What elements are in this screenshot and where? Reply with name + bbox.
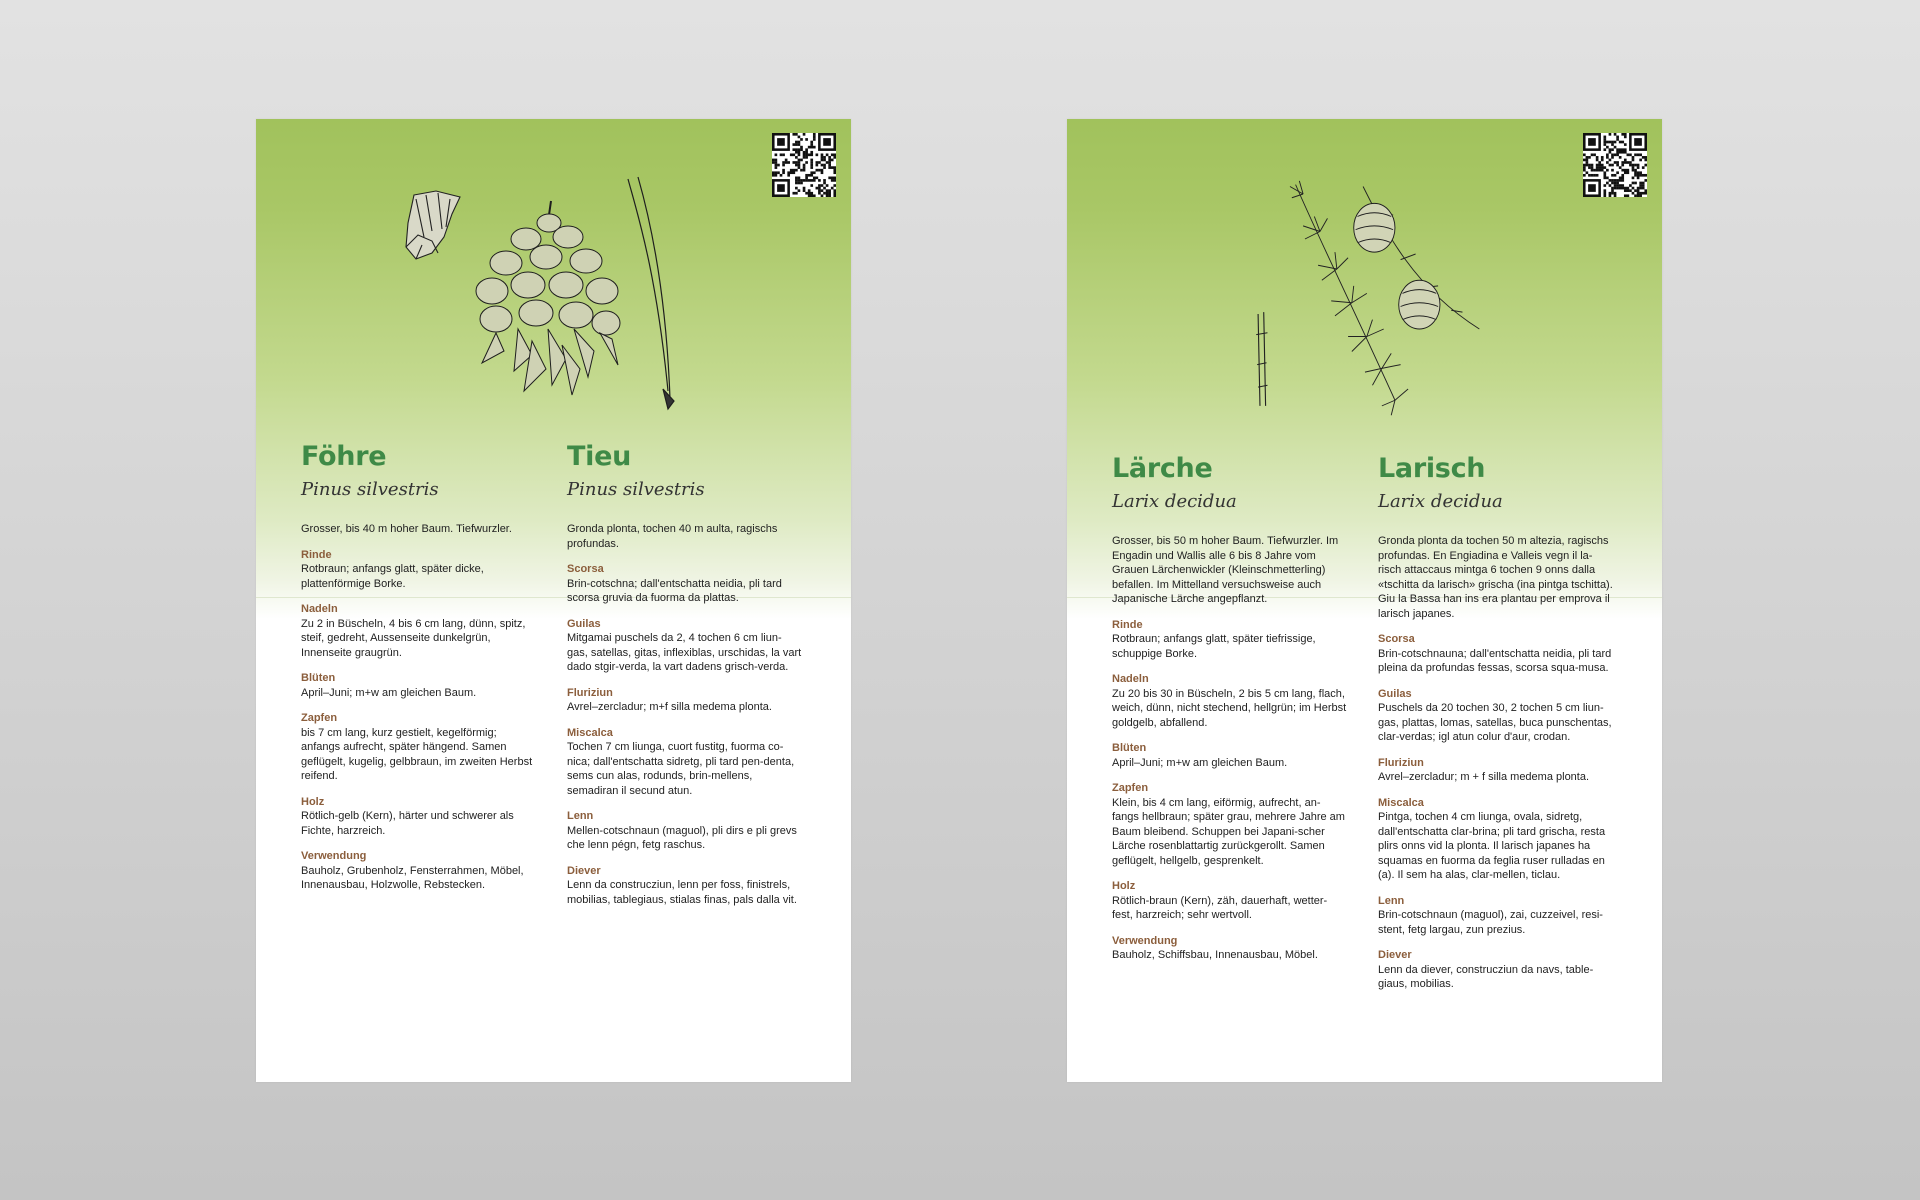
section-holz [1112, 879, 1347, 923]
section-title: Diever [567, 864, 601, 877]
section-zapfen [301, 711, 536, 784]
section-title: Fluriziun [1378, 756, 1424, 769]
section-text: Rötlich-braun (Kern), zäh, dauerhaft, wetter-fest, harzreich; sehr wertvoll. [1112, 894, 1328, 921]
section-title: Rinde [301, 548, 332, 561]
section-title: Lenn [567, 810, 594, 822]
section-text: Zu 20 bis 30 in Büscheln, 2 bis 5 cm lang, flach, weich, dünn, nicht stechend, hellgrün; im Herbst goldgelb, abfallend. [1112, 687, 1347, 729]
intro-text: Grosser, bis 50 m hoher Baum. Tiefwurzler. Im Engadin und Wallis alle 6 bis 8 Jahre vom Grauen Lärchenwickler (Kleinschmetterling) befallen. Im Mittelland versuchsweise auch Japanische Lärche angepflanzt. [1112, 535, 1339, 605]
larch-cone-icon [1354, 203, 1440, 329]
section-text: Tochen 7 cm liunga, cuort fustitg, fuorma co-nica; dall'entschatta sidretg, pli tard pen-denta, sems cun alas, rodunds, brin-mellens, semadiran il secund atun. [567, 741, 795, 797]
latin-name: Pinus silvestris [301, 479, 439, 500]
section-fluriziun [567, 686, 802, 715]
pine-cone-icon [476, 201, 620, 395]
section-scorsa [1378, 632, 1613, 676]
section-text: Brin-cotschna; dall'entschatta neidia, pli tard scorsa gruvia da fuorma da plattas. [567, 577, 782, 604]
section-nadeln [1112, 672, 1347, 730]
section-verwendung [301, 849, 536, 893]
section-text: Rotbraun; anfangs glatt, später dicke, plattenförmige Borke. [301, 563, 484, 590]
intro-text: Gronda plonta, tochen 40 m aulta, ragischs profundas. [567, 523, 778, 550]
larch-illustration [1067, 119, 1662, 419]
section-nadeln [301, 602, 536, 660]
section-scorsa [567, 562, 802, 606]
section-title: Nadeln [301, 603, 338, 615]
species-title: Lärche [1112, 453, 1213, 484]
section-fluriziun [1378, 756, 1613, 785]
column-german [1112, 453, 1347, 974]
section-diever [567, 864, 802, 908]
section-title: Nadeln [1112, 673, 1149, 685]
section-verwendung [1112, 934, 1347, 963]
column-romansh [1378, 453, 1613, 1003]
section-lenn [1378, 894, 1613, 938]
section-blueten [301, 671, 536, 700]
section-text: bis 7 cm lang, kurz gestielt, kegelförmig; anfangs aufrecht, später hängend. Samen geflügelt, kugelig, gelbbraun, im zweiten Herbst reifend. [301, 726, 533, 782]
column-romansh [567, 441, 802, 918]
section-title: Holz [1112, 880, 1136, 892]
section-title: Blüten [301, 672, 336, 684]
species-title: Larisch [1378, 453, 1486, 484]
section-miscalca [1378, 796, 1613, 883]
section-text: Puschels da 20 tochen 30, 2 tochen 5 cm liun-gas, plattas, lomas, satellas, buca punschentas, clar-verdas; igl atun colur d'aur, crodan. [1378, 702, 1612, 743]
section-title: Lenn [1378, 894, 1405, 907]
section-text: Pintga, tochen 4 cm liunga, ovala, sidretg, dall'entschatta clar-brina; pli tard grischa, resta plirs onns vid la plonta. Il larisch japanes ha squamas en fuorma da feglia ruser rulladas en (a). Il sem ha alas, clar-mellen, ticlau. [1378, 811, 1606, 881]
section-zapfen [1112, 781, 1347, 868]
section-text: April–Juni; m+w am gleichen Baum. [1112, 756, 1288, 769]
section-title: Scorsa [567, 563, 604, 575]
section-title: Miscalca [567, 726, 613, 739]
column-german [301, 441, 536, 904]
section-title: Holz [301, 795, 325, 808]
section-text: Rotbraun; anfangs glatt, später tiefrissige, schuppige Borke. [1112, 633, 1316, 660]
intro-text: Gronda plonta da tochen 50 m altezia, ragischs profundas. En Engiadina e Valleis vegn il la-risch attaccaus mintga 6 tochen 9 onns dalla «tschitta da larisch» grischa (ina pintga tschitta). Giu la Bassa han ins era plantau per emprova il larisch japanes. [1378, 535, 1613, 620]
species-title: Tieu [567, 441, 632, 472]
section-text: Brin-cotschnaun (maguol), zai, cuzzeivel, resi-stent, fetg largau, zun prezius. [1378, 909, 1603, 936]
section-text: Brin-cotschnauna; dall'entschatta neidia, pli tard pleina da profundas fessas, scorsa squa-musa. [1378, 647, 1612, 674]
latin-name: Larix decidua [1112, 491, 1237, 512]
section-title: Rinde [1112, 618, 1143, 631]
section-guilas [567, 617, 802, 675]
section-rinde [301, 548, 536, 592]
section-text: Rötlich-gelb (Kern), härter und schwerer als Fichte, harzreich. [301, 810, 514, 837]
section-title: Verwendung [1112, 934, 1178, 947]
latin-name: Pinus silvestris [567, 479, 705, 500]
section-text: Bauholz, Schiffsbau, Innenausbau, Möbel. [1112, 949, 1318, 961]
intro-text: Grosser, bis 40 m hoher Baum. Tiefwurzler. [301, 523, 512, 535]
pine-needles-icon [628, 177, 674, 409]
section-text: Avrel–zercladur; m + f silla medema plonta. [1378, 771, 1590, 783]
sign-card-foehre [256, 119, 851, 1082]
pine-illustration [256, 119, 851, 419]
latin-name: Larix decidua [1378, 491, 1503, 512]
section-title: Scorsa [1378, 633, 1415, 645]
section-text: Avrel–zercladur; m+f silla medema plonta. [567, 701, 772, 713]
section-rinde [1112, 618, 1347, 662]
species-title: Föhre [301, 441, 387, 472]
section-blueten [1112, 741, 1347, 770]
section-text: Mellen-cotschnaun (maguol), pli dirs e pli grevs che lenn pégn, fetg raschus. [567, 824, 797, 851]
section-title: Fluriziun [567, 686, 613, 699]
section-title: Blüten [1112, 742, 1147, 754]
section-title: Verwendung [301, 850, 367, 862]
section-text: Klein, bis 4 cm lang, eiförmig, aufrecht, an-fangs hellbraun; später grau, mehrere Jahre am Baum bleibend. Schuppen bei Japani-scher Lärche rosenblattartig zurückgerollt. Samen geflügelt, hellgelb, gesprenkelt. [1112, 796, 1345, 867]
sign-card-laerche [1067, 119, 1662, 1082]
section-title: Diever [1378, 949, 1412, 961]
section-lenn [567, 809, 802, 853]
pine-bud-icon [406, 191, 460, 259]
section-holz [301, 795, 536, 839]
section-title: Guilas [1378, 687, 1412, 700]
section-title: Miscalca [1378, 796, 1424, 809]
section-diever [1378, 948, 1613, 992]
larch-twig-icon [1256, 312, 1267, 406]
section-guilas [1378, 687, 1613, 745]
section-title: Zapfen [301, 712, 338, 724]
section-miscalca [567, 726, 802, 799]
section-text: Mitgamai puschels da 2, 4 tochen 6 cm liun-gas, satellas, gitas, inflexiblas, urschidas, la vart dado stgir-verda, la vart dadens grisch-verda. [567, 632, 802, 673]
section-text: Lenn da construcziun, lenn per foss, finistrels, mobilias, tablegiaus, stialas finas, pals dalla vit. [567, 879, 797, 906]
section-title: Zapfen [1112, 782, 1149, 794]
section-text: April–Juni; m+w am gleichen Baum. [301, 686, 477, 699]
section-text: Bauholz, Grubenholz, Fensterrahmen, Möbel, Innenausbau, Holzwolle, Rebstecken. [301, 864, 524, 891]
section-title: Guilas [567, 617, 601, 630]
section-text: Lenn da diever, construcziun da navs, table-giaus, mobilias. [1378, 963, 1594, 990]
section-text: Zu 2 in Büscheln, 4 bis 6 cm lang, dünn, spitz, steif, gedreht, Aussenseite dunkelgrün, Innenseite graugrün. [301, 617, 526, 659]
